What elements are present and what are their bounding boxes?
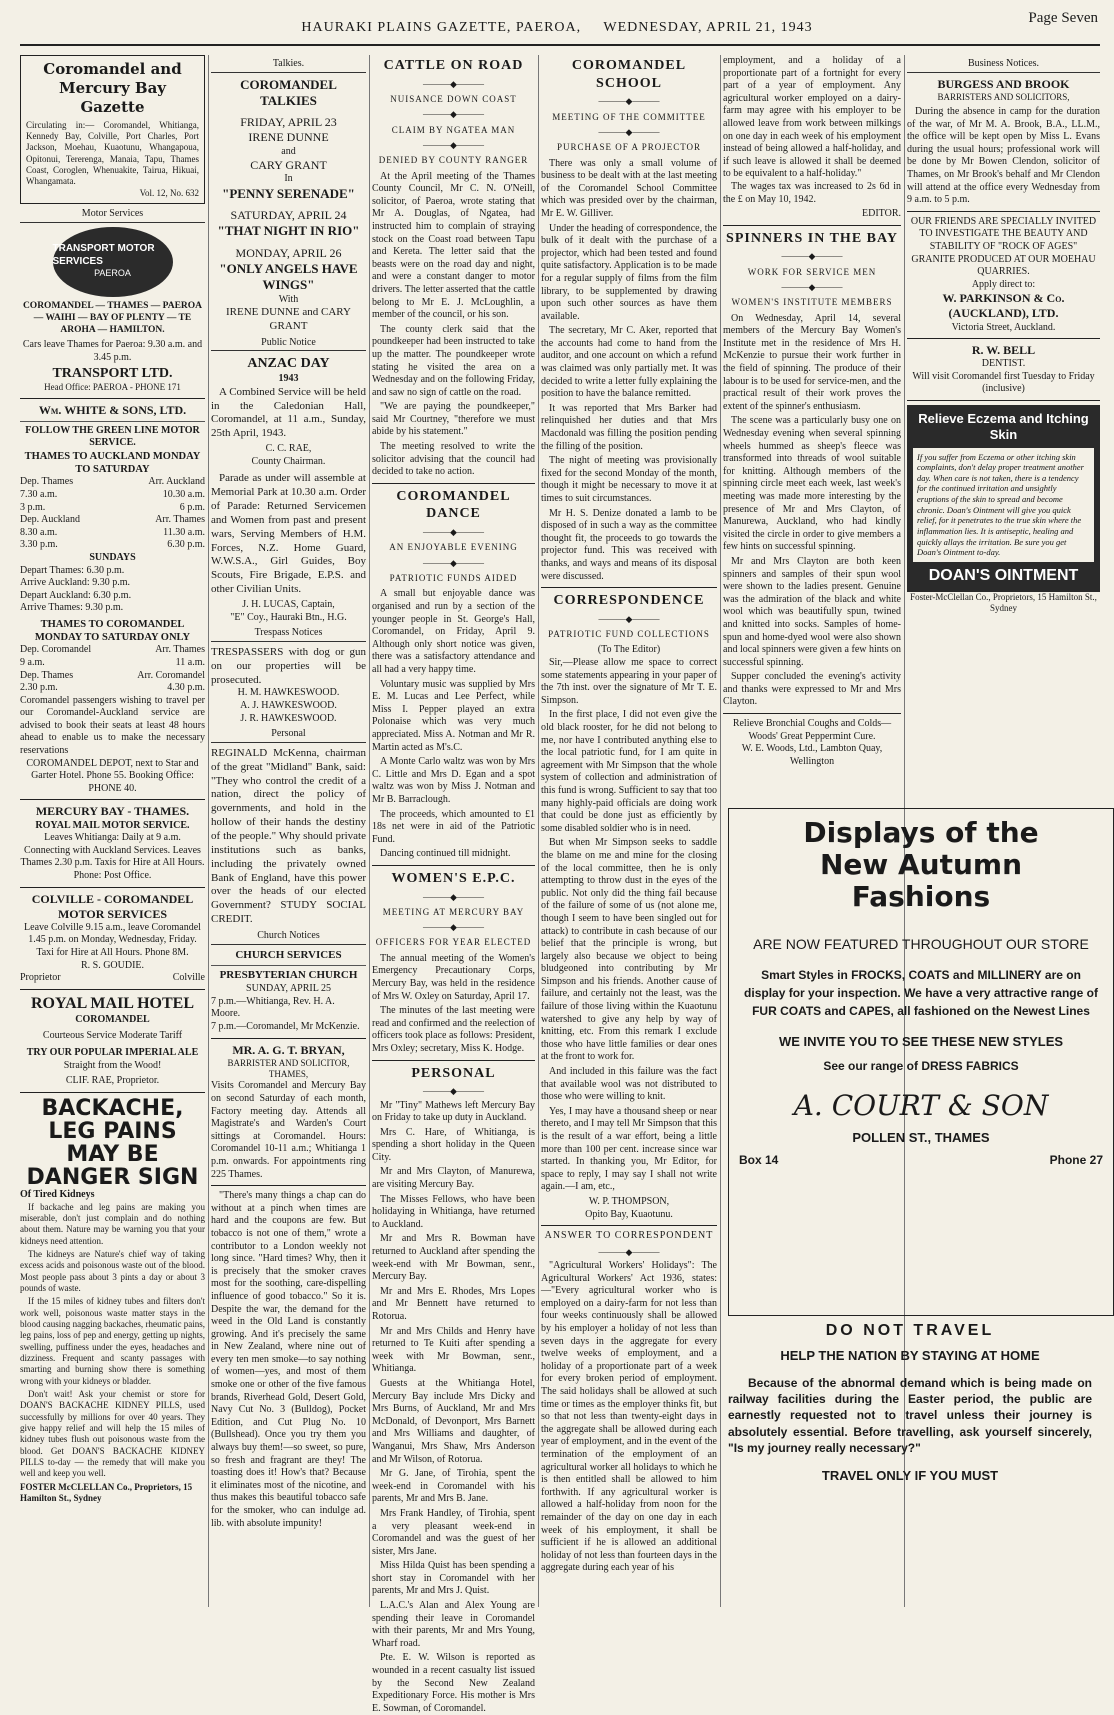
ornament: ———◆———	[781, 282, 843, 292]
eczema-ad	[907, 405, 1100, 592]
anzac-sig: County Chairman.	[251, 455, 326, 467]
timetable-header	[20, 670, 205, 683]
headline-school: COROMANDEL SCHOOL	[571, 58, 687, 91]
transport-office: Head Office: PAEROA - PHONE 171	[44, 382, 181, 393]
transport-logo	[53, 227, 173, 297]
time: 10.30 a.m.	[162, 488, 205, 500]
label: Arr. Thames	[155, 514, 205, 526]
spin-para: The scene was a particularly busy one on Wednesday evening when several spinning wheels hummed as sheep's fleece was transformed into threads of wool suitable for knitting. Although members of the spinning circle meet each week, last week's meeting was made more interesting by the presence of Mr and Mrs Clayton, of Manurewa, Auckland, who had kindly visited the circle in order to give members a few hints on successful spinning.	[723, 415, 901, 553]
court-invite: WE INVITE YOU TO SEE THESE NEW STYLES	[778, 1033, 1064, 1049]
mb-title: MERCURY BAY - THAMES.	[35, 804, 190, 819]
subhead: PATRIOTIC FUNDS AIDED	[389, 573, 518, 584]
talkies-stars: IRENE DUNNE and CARY GRANT	[226, 306, 351, 333]
ornament: ———◆———	[598, 613, 660, 624]
gazette-circulation: Circulating in:— Coromandel, Whitianga, Kennedy Bay, Colville, Port Charles, Port Jackson, Moehau, Kuaotunu, Whangapoua, Opitonui, Tererenga, Manaia, Tapu, Thames Coast, Coroglen, Whenuakite, Tairua, Hikuai, Whangamata.	[26, 119, 199, 187]
court-line2: New Autumn	[819, 848, 1023, 882]
white-route: THAMES TO AUCKLAND MONDAY TO SATURDAY	[24, 450, 201, 476]
eczema-title: Relieve Eczema and Itching Skin	[918, 411, 1089, 443]
headline-correspondence: CORRESPONDENCE	[553, 593, 705, 609]
colville-name: R. S. GOUDIE.	[80, 959, 145, 971]
subhead: MEETING OF THE COMMITTEE	[552, 111, 706, 122]
ornament: ———◆———	[598, 1246, 660, 1257]
timetable-header	[20, 644, 205, 657]
dance-para: Dancing continued till midnight.	[380, 848, 511, 860]
eczema-body: If you suffer from Eczema or other itching skin complaints, don't delay proper treatment another day. When care is not taken, there is a tendency for the continued irritation and unsightly eruptions of the skin to spread and become chronic. Doan's Ointment will give you quick relief, for it penetrates to the true skin where the inflammation lies. It is antiseptic, healing and quickly allays the irritation. Be sure you get Doan's Ointment to-day.	[913, 448, 1094, 562]
backache-title: BACKACHE, LEG PAINS MAY BE DANGER SIGN	[26, 1095, 199, 1191]
category-public-notice: Public Notice	[211, 337, 366, 352]
personal-para: Mrs Frank Handley, of Tirohia, spent a very pleasant week-end in Coromandel and was the guest of her sister, Mrs Jane.	[372, 1507, 535, 1557]
travel-sub: HELP THE NATION BY STAYING AT HOME	[780, 1348, 1040, 1363]
column-3	[372, 55, 535, 1714]
spin-para: Supper concluded the evening's activity and thanks were expressed to Mr and Mrs Clayton.	[723, 671, 901, 708]
court-featured: ARE NOW FEATURED THROUGHOUT OUR STORE	[753, 935, 1089, 952]
label: Dep. Auckland	[20, 514, 80, 526]
anzac-para: A Combined Service will be held in the Caledonian Hall, Coromandel, at 11 a.m., Sunday, 25th April, 1943.	[211, 385, 366, 440]
court-box: Box 14	[739, 1152, 779, 1167]
divider	[20, 799, 205, 800]
column-rule	[720, 55, 721, 1607]
talkies-film: "ONLY ANGELS HAVE WINGS"	[219, 260, 358, 293]
court-smart: Smart Styles in FROCKS, COATS and MILLINERY are on display for your inspection. We have a very attractive range of FUR COATS and CAPES, all fashioned on the Newest Lines	[744, 967, 1098, 1018]
timetable-header	[20, 514, 205, 527]
ornament: ———◆———	[598, 126, 660, 137]
anzac-sig: J. H. LUCAS, Captain,	[242, 599, 335, 611]
cattle-para: The meeting resolved to write the solicitor advising that the council had decided to take no action.	[372, 441, 535, 478]
page-number: Page Seven	[1028, 10, 1098, 26]
corr-para: Yes, I may have a thousand sheep or near thereto, and I may tell Mr Simpson that this is the result of a war effort, being a little more than 100 per cent. increase since war started. In thanking you, Mr Editor, for space to reply, I may say I shall not write again.—I am, etc.,	[541, 1105, 717, 1193]
category-talkies: Talkies.	[211, 58, 366, 73]
white-follow: FOLLOW THE GREEN LINE MOTOR SERVICE.	[25, 424, 200, 449]
category-business: Business Notices.	[907, 58, 1100, 73]
colville-text: Leave Colville 9.15 a.m., leave Coromandel 1.45 p.m. on Monday, Wednesday, Friday. Taxi for Hire at All Hours. Phone 8M.	[24, 921, 201, 958]
subhead: MEETING AT MERCURY BAY	[382, 906, 525, 917]
woods-addr: W. E. Woods, Ltd., Lambton Quay, Wellington	[741, 743, 883, 767]
divider	[20, 989, 205, 990]
anzac-year: 1943	[278, 373, 299, 385]
travel-ad	[728, 1312, 1092, 1592]
colville-place: Colville	[172, 972, 205, 984]
column-rule	[208, 55, 209, 1607]
corr-para: But when Mr Simpson seeks to saddle the blame on me and mine for the closing of the local committee, then he is only attempting to throw dust in the eyes of the public. Not only did the thing fail because of the failure of some of us (not alone me, though I seem to have been singled out for attack) to contribute in cash because of our belief that the principle is wrong, but largely also because we object to being bludgeoned into contributing by Mr Simpson and his friends. Another cause of failure, and certainly not the least, was the failure of those living within the Kuaotunu watershed to give any help by way of knitting, etc. From this remark I exclude those who have little families or dear ones at the front to work for.	[541, 837, 717, 1063]
talkies-film: "PENNY SERENADE"	[222, 185, 355, 201]
personal-para: L.A.C.'s Alan and Alex Young are spending their leave in Coromandel with their parents, Mr and Mrs Young, Wharf road.	[372, 1600, 535, 1649]
sunday-line: Arrive Thames: 9.30 p.m.	[20, 602, 124, 614]
cattle-para: The county clerk said that the poundkeeper had been instructed to take up the matter. The poundkeeper wrote stating he visited the area on a Wednesday and on the following Friday, and saw no sign of cattle on the road.	[372, 323, 535, 398]
ornament: ———◆———	[423, 527, 484, 538]
headline-spinners: SPINNERS IN THE BAY	[726, 230, 898, 246]
talkies-film: "THAT NIGHT IN RIO"	[217, 223, 360, 239]
colville-prop: Proprietor	[20, 972, 61, 984]
subhead: PATRIOTIC FUND COLLECTIONS	[548, 629, 710, 640]
dance-para: A small but enjoyable dance was organised and run by a section of the younger people in St. George's Hall, Coromandel, on Friday, April 9. Although only short notice was given, there was a satisfactory attendance and all had a very happy time.	[372, 588, 535, 675]
talkies-fri: FRIDAY, APRIL 23	[240, 115, 337, 130]
headline-epc: WOMEN'S E.P.C.	[391, 870, 516, 886]
column-4	[541, 55, 717, 1607]
talkies-with: With	[278, 293, 299, 305]
trespass-name: J. R. HAWKESWOOD.	[240, 712, 337, 724]
hotel-try: TRY OUR POPULAR IMPERIAL ALE	[26, 1047, 199, 1059]
tc-route: THAMES TO COROMANDEL MONDAY TO SATURDAY ONLY	[34, 618, 191, 644]
anzac-sig: C. C. RAE,	[265, 443, 312, 455]
transport-name: TRANSPORT LTD.	[52, 365, 173, 381]
column-rule	[538, 55, 539, 1607]
backache-para: Don't wait! Ask your chemist or store for DOAN'S BACKACHE KIDNEY PILLS, used successfully by millions for over 40 years. They give happy relief and will help the 15 miles of kidney tubes flush out poisonous waste from the blood. Get DOAN'S BACKACHE KIDNEY PILLS to-day — the remedy that will make you well and keep you well.	[20, 1389, 205, 1479]
answer-sig: EDITOR.	[862, 208, 901, 220]
timetable-row	[20, 539, 205, 552]
corr-sig: W. P. THOMPSON,	[588, 1195, 670, 1207]
backache-para: The kidneys are Nature's chief way of taking excess acids and poisonous waste out of the blood. Most people pass about 3 pints a day or about 3 pounds of waste.	[20, 1249, 205, 1294]
trespass-text: TRESPASSERS with dog or gun on our properties will be prosecuted.	[211, 645, 366, 686]
personal-para: Mr and Mrs R. Bowman have returned to Auckland after spending the week-end with Mr Bowman, senr., Mercury Bay.	[372, 1233, 535, 1283]
talkies-sat: SATURDAY, APRIL 24	[230, 208, 347, 223]
bryan-title: MR. A. G. T. BRYAN,	[232, 1042, 345, 1057]
headline-cattle: CATTLE ON ROAD	[383, 58, 524, 73]
mb-sub: ROYAL MAIL MOTOR SERVICE.	[35, 819, 190, 831]
label: Arr. Auckland	[148, 476, 205, 488]
talkies-star: IRENE DUNNE	[248, 130, 329, 145]
white-title: Wm. WHITE & SONS, LTD.	[38, 402, 187, 417]
time: 11 a.m.	[175, 656, 205, 668]
divider	[20, 1092, 205, 1093]
divider	[211, 1185, 366, 1186]
timetable-header	[20, 476, 205, 489]
tobacco-text: "There's many things a chap can do without at a pinch when times are hard and the coupons are few. But tobacco is not one of them," wrote a contributor to a London weekly not long since. "Hard times? Why, then it is precisely that the smoker craves most for the soothing, care-dispelling influence of good tobacco." So it is. Despite the war, the demand for the weed in the Old Land is constantly growing. And it's precisely the same in New Zealand, where nine out of every ten men smoke—to say nothing of women—yes, and most of them smoke one or other of the five famous brands, Riverhead Gold, Desert Gold, Navy Cut No. 3 (Bulldog), Pocket Edition, and Cut Plug No. 10 (Bullshead). Once you try them you always buy them!—so sweet, so pure, so fresh and fragrant are they! The toasting does it! How's that? Because it eliminates most of the nicotine, and thus makes this beautiful tobacco safe for the smoker, who can indulge ad. lib. with absolute impunity!	[211, 1190, 366, 1529]
divider	[211, 965, 366, 966]
church-title: CHURCH SERVICES	[235, 948, 342, 961]
presby-date: SUNDAY, APRIL 25	[246, 983, 331, 995]
school-para: The night of meeting was provisionally fixed for the second Monday of the month, though it might be necessary to move it at times to suit circumstances.	[541, 455, 717, 504]
friends-apply: Apply direct to:	[971, 278, 1036, 290]
court-phone: Phone 27	[1049, 1152, 1103, 1167]
divider	[372, 1060, 535, 1061]
backache-sub: Of Tired Kidneys	[20, 1189, 95, 1201]
talkies-mon: MONDAY, APRIL 26	[235, 245, 342, 260]
school-para: The secretary, Mr C. Aker, reported that the accounts had come to hand from the auditor, and one account on which a refund was claimed was only partially met. It was decided to write a letter fully explaining the position to have the balance remitted.	[541, 325, 717, 400]
ornament: ———◆———	[423, 922, 484, 933]
gazette-volume: Vol. 12, No. 632	[139, 187, 199, 198]
epc-para: The annual meeting of the Women's Emergency Precautionary Corps, Mercury Bay, was held in the residence of Mrs W. Oxley on Saturday, April 17.	[372, 952, 535, 1002]
timetable-row	[20, 502, 205, 515]
timetable-row	[20, 527, 205, 540]
category-motor-services: Motor Services	[20, 208, 205, 223]
personal-para: Guests at the Whitianga Hotel, Mercury Bay include Mrs Dicky and Mrs Burns, of Auckland, Mr and Mrs McDonald, of Devonport, Mrs Barnett and Mrs Williams and daughter, of Wanganui, Mrs Shaw, Mrs Anderson and Mr Wilson, of Rotorua.	[372, 1377, 535, 1465]
school-para: Under the heading of correspondence, the bulk of it dealt with the purchase of a projector, which had been tested and found quite satisfactory. Application is to be made for a regular supply of films from the film library, to be supplemented by drawing upon such other sources as have them available.	[541, 222, 717, 322]
parkinson-name: W. PARKINSON & Co. (AUCKLAND), LTD.	[942, 291, 1065, 321]
divider	[20, 398, 205, 399]
subhead: CLAIM BY NGATEA MAN	[391, 124, 516, 135]
timetable-row	[20, 682, 205, 695]
gazette-box	[20, 55, 205, 204]
dance-para: Voluntary music was supplied by Mrs E. M. Lucas and Lee Perfect, while Miss I. Pepper played an extra Polonaise which was very much appreciated. Miss A. Notman and Mr R. Martin acted as M's.C.	[372, 678, 535, 753]
hotel-title: ROYAL MAIL HOTEL	[30, 994, 194, 1012]
anzac-para: Parade as under will assemble at Memorial Park at 10.30 a.m. Order of Parade: Returned Servicemen and Women from past and present wars, Serving Members of H.M. Forces, N.Z. Home Guard, W.W.S.A., Girl Guides, Boy Scouts, Fire Brigade, E.P.S. and other Civilian Units.	[211, 472, 366, 596]
time: 3.30 p.m.	[20, 539, 58, 551]
corr-para: And included in this failure was the fact that available wool was not distributed to those who were willing to knit.	[541, 1066, 717, 1103]
headline-personal: PERSONAL	[411, 1065, 496, 1081]
column-rule	[369, 55, 370, 1607]
ornament: ———◆———	[423, 109, 484, 120]
foster-line: Foster-McClellan Co., Proprietors, 15 Hamilton St., Sydney	[910, 591, 1097, 614]
subhead: AN ENJOYABLE EVENING	[389, 542, 518, 553]
answer-cont: The wages tax was increased to 2s 6d in the £ on May 10, 1942.	[723, 180, 901, 205]
logo-text: TRANSPORT MOTOR SERVICES	[52, 243, 155, 267]
divider	[211, 1038, 366, 1039]
category-trespass: Trespass Notices	[211, 627, 366, 642]
dance-para: A Monte Carlo waltz was won by Mrs C. Little and Mrs D. Egan and a spot waltz was won by Miss J. Notman and Mr B. Barraclough.	[372, 756, 535, 805]
time: 7.30 a.m.	[20, 488, 58, 500]
divider	[907, 211, 1100, 212]
personal-para: Mr "Tiny" Mathews left Mercury Bay on Friday to take up duty in Auckland.	[372, 1099, 535, 1124]
hotel-text: Courteous Service Moderate Tariff	[42, 1030, 183, 1042]
bell-title: R. W. BELL	[971, 343, 1036, 358]
bell-text: Will visit Coromandel first Tuesday to Friday (inclusive)	[912, 370, 1095, 395]
travel-head: DO NOT TRAVEL	[825, 1322, 995, 1339]
transport-routes: COROMANDEL — THAMES — PAEROA — WAIHI — BAY OF PLENTY — TE AROHA — HAMILTON.	[22, 300, 203, 335]
ornament: ———◆———	[423, 891, 484, 902]
label: Arr. Coromandel	[137, 669, 205, 681]
time: 6 p.m.	[179, 501, 205, 513]
talkies-title: COROMANDEL TALKIES	[240, 76, 337, 108]
category-personal: Personal	[211, 728, 366, 743]
answer-cont: employment, and a holiday of a proportionate part of a fortnight for every part of a year of employment. Any agricultural worker employed on a dairy-farm may agree with his employer to be allowed leave from work between milkings on one day in each week of his employment instead of being allowed a half-holiday, and if such leave is allowed it shall be deemed to be equivalent to a half-holiday."	[723, 55, 901, 180]
woods-text: Relieve Bronchial Coughs and Colds—Woods' Great Peppermint Cure.	[732, 718, 892, 742]
personal-para: Pte. E. W. Wilson is reported as wounded in a recent casualty list issued by the Second New Zealand Expeditionary Force. His mother is Mrs E. Sowman, of Coromandel.	[372, 1652, 535, 1714]
backache-foot: FOSTER McCLELLAN Co., Proprietors, 15 Hamilton St., Sydney	[20, 1481, 193, 1503]
label: Arr. Thames	[155, 644, 205, 656]
answer-para: "Agricultural Workers' Holidays": The Agricultural Workers' Act 1936, states:—"Every agricultural worker who is employed on a dairy-farm for not less than four weeks continuously shall be allowed by his employer a holiday of not less than seven days in the aggregate for every twelve weeks of employment, and a holiday of a proportionate part of a week for every broken period of employment. The said holidays shall be allowed at such time or times as the employer thinks fit, but so that not less than twenty-eight days in the aggregate shall be allowed during each year of employment, and in the event of the termination of the employment of an agricultural worker all holidays to which he is then entitled shall be allowed to him forthwith. If any agricultural worker is allowed a half-holiday from noon for the remainder of the day on one day in each week of his employment, it shall be sufficient if he is allowed an additional holiday of not less than fourteen days in the aggregate during each year of his	[541, 1260, 717, 1574]
corr-para: Sir,—Please allow me space to correct some statements appearing in your paper of the 7th inst. over the signature of Mr T. E. Simpson.	[541, 657, 717, 706]
corr-to: (To The Editor)	[597, 644, 661, 656]
gazette-title: Coromandel and Mercury Bay Gazette	[43, 60, 182, 116]
dance-para: The proceeds, which amounted to £1 18s net were in aid of the Patriotic Fund.	[372, 808, 535, 845]
court-contacts	[739, 1153, 1103, 1167]
hotel-prop: CLIF. RAE, Proprietor.	[65, 1075, 160, 1087]
label: Dep. Thames	[20, 476, 74, 488]
timetable-row	[20, 657, 205, 670]
travel-body: Because of the abnormal demand which is being made on railway facilities during the Easter period, the public are earnestly requested not to travel unless their journey is absolutely essential. Before travelling, ask yourself sincerely, "Is my journey really necessary?"	[728, 1376, 1092, 1455]
presby-title: PRESBYTERIAN CHURCH	[219, 969, 358, 982]
time: 3 p.m.	[20, 501, 46, 513]
court-addr: POLLEN ST., THAMES	[852, 1129, 990, 1145]
travel-foot: TRAVEL ONLY IF YOU MUST	[821, 1467, 999, 1483]
corr-sig: Opito Bay, Kuaotunu.	[585, 1208, 673, 1220]
subhead: PURCHASE OF A PROJECTOR	[556, 142, 702, 153]
hotel-sub: COROMANDEL	[75, 1013, 150, 1025]
sunday-line: Depart Auckland: 6.30 p.m.	[20, 589, 132, 601]
category-church: Church Notices	[211, 930, 366, 945]
presby-line: 7 p.m.—Coromandel, Mr McKenzie.	[211, 1021, 360, 1033]
mb-text: Leaves Whitianga: Daily at 9 a.m. Connecting with Auckland Services. Leaves Thames 2.30 p.m. Taxis for Hire at All Hours. Phone: Post Office.	[20, 832, 205, 881]
divider	[541, 587, 717, 588]
ornament: ———◆———	[781, 251, 843, 262]
ornament: ———◆———	[423, 1086, 484, 1097]
divider	[372, 865, 535, 866]
cattle-para: At the April meeting of the Thames County Council, Mr C. N. O'Neill, solicitor, of Paeroa, wrote stating that Mr A. Douglas, of Ngatea, had instructed him to complain of straying stock on the Coast road between Tapu and Kereta. The letter said that the beasts were on the road day and night, and were a constant danger to motor drivers. The letter asserted that the cattle belong to Mr E. J. McLoughlin, a member of the council, or his son.	[372, 170, 535, 321]
epc-para: The minutes of the last meeting were read and confirmed and the reelection of officers took place as follows: President, Mrs Oxley; secretary, Miss K. Hodge.	[372, 1005, 535, 1054]
sunday-line: Depart Thames: 6.30 p.m.	[20, 564, 125, 576]
eczema-foot: DOAN'S OINTMENT	[928, 566, 1079, 584]
school-para: Mr H. S. Denize donated a lamb to be disposed of in such a way as the committee thought fit, the proceeds to go towards the projector fund. This was received with thanks, and ways and means of its disposal were discussed.	[541, 507, 717, 582]
colville-footer	[20, 972, 205, 985]
masthead-title: HAURAKI PLAINS GAZETTE, PAEROA, WEDNESDAY, APRIL 21, 1943	[301, 20, 813, 35]
tc-note: Coromandel passengers wishing to travel per our Coromandel-Auckland service are advised to book their seats at least 48 hours ahead to enable us to make the necessary reservations	[20, 694, 205, 757]
sundays-label: SUNDAYS	[89, 551, 136, 563]
divider	[541, 1225, 717, 1226]
sunday-line: Arrive Auckland: 9.30 p.m.	[20, 577, 130, 589]
bryan-text: Visits Coromandel and Mercury Bay on second Saturday of each month, Factory meeting day. Attends all Magistrate's and Warden's Court sittings at Coromandel. Hours: Coromandel 10-11 a.m.; Whitianga 1 p.m. onwards. For appointments ring 225 Thames.	[211, 1080, 366, 1180]
ornament: ———◆———	[423, 557, 484, 568]
label: Dep. Thames	[20, 669, 74, 681]
personal-para: Miss Hilda Quist has been spending a short stay in Coromandel with her parents, Mr and Mrs J. Quist.	[372, 1560, 535, 1597]
burgess-text: During the absence in camp for the duration of the war, of Mr M. A. Brook, B.A., LL.M., the office will be kept open by Miss L. Evans during the usual hours; professional work will be done by Mr Bowen Clendon, solicitor of Thames, on Mr Brook's behalf and Mr Clendon will attend at the office every Wednesday from 9 a.m. to 5 p.m.	[907, 106, 1100, 206]
divider	[907, 400, 1100, 401]
anzac-title: ANZAC DAY	[247, 356, 330, 372]
headline-dance: COROMANDEL DANCE	[396, 488, 511, 522]
anzac-sig: "E" Coy., Hauraki Btn., H.G.	[230, 611, 347, 623]
trespass-name: H. M. HAWKESWOOD.	[237, 687, 340, 699]
headline-answer: ANSWER TO CORRESPONDENT	[544, 1230, 714, 1242]
bryan-sub: BARRISTER AND SOLICITOR, THAMES,	[227, 1057, 350, 1080]
reginald-text: REGINALD McKenna, chairman of the great "Midland" Bank, said: "They who control the credit of a nation, direct the policy of governments, and hold in the hollow of their hands the destiny of the people." Why should private institutions such as banks, including the privately owned Bank of England, have this power over the heads of our elected Government? STUDY SOCIAL CREDIT.	[211, 746, 366, 926]
spin-para: Mr and Mrs Clayton are both keen spinners and samples of their spun wool were shown to the ladies present. Genuine was the admiration of the black and white wool which was beautifully spun, twined and knitted into socks. Samples of home-spun and home-dyed wool were also shown and local spinners were given a few hints on successful spinning.	[723, 555, 901, 668]
time: 8.30 a.m.	[20, 526, 58, 538]
talkies-in: In	[284, 173, 293, 185]
personal-para: Mr and Mrs E. Rhodes, Mrs Lopes and Mr Bennett have returned to Rotorua.	[372, 1285, 535, 1323]
talkies-star: CARY GRANT	[250, 158, 327, 173]
personal-para: The Misses Fellows, who have been holidaying in Whitianga, have returned to Auckland.	[372, 1193, 535, 1230]
ornament: ———◆———	[423, 78, 484, 89]
personal-para: Mr G. Jane, of Tirohia, spent the week-end in Coromandel with his parents, Mr and Mrs B. Jane.	[372, 1468, 535, 1505]
ornament: ———◆———	[598, 96, 660, 107]
friends-text: OUR FRIENDS ARE SPECIALLY INVITED TO INVESTIGATE THE BEAUTY AND STABILITY OF "ROCK OF AGES" GRANITE PRODUCED AT OUR MOEHAU QUARRIES.	[910, 215, 1097, 278]
time: 6.30 p.m.	[167, 539, 205, 551]
presby-line: 7 p.m.—Whitianga, Rev. H. A. Moore.	[211, 995, 335, 1020]
subhead: WORK FOR SERVICE MEN	[747, 266, 877, 277]
tc-depot: COROMANDEL DEPOT, next to Star and Garter Hotel. Phone 55. Booking Office: PHONE 40.	[26, 757, 199, 794]
column-6	[907, 55, 1100, 793]
talkies-and: and	[281, 145, 296, 157]
corr-para: In the first place, I did not even give the old black rooster, for he did not belong to me, nor have I contributed anything else to the local patriotic fund, for I am quite in agreement with Mr Simpson that the whole system of collection and administration of this fund is wrong. Sufficient to say that too many highly-paid officials are doing work that could be done just as efficiently by some disabled soldier who is in need.	[541, 709, 717, 834]
personal-para: Mrs C. Hare, of Whitianga, is spending a short holiday in the Queen City.	[372, 1126, 535, 1163]
cattle-para: "We are paying the poundkeeper," said Mr Courtney, "therefore we must abide by his statement."	[372, 401, 535, 438]
logo-sub: PAEROA	[94, 268, 131, 279]
backache-para: If the 15 miles of kidney tubes and filters don't work well, poisonous waste matter stays in the blood causing nagging backaches, rheumatic pains, leg pains, loss of pep and energy, getting up nights, swelling, puffiness under the eyes, headaches and dizziness. Frequent and scanty passages with smarting and burning show there is something wrong with your kidneys or bladder.	[20, 1296, 205, 1386]
parkinson-addr: Victoria Street, Auckland.	[951, 321, 1056, 333]
column-2	[211, 55, 366, 1607]
subhead: WOMEN'S INSTITUTE MEMBERS	[731, 297, 893, 308]
divider	[907, 338, 1100, 339]
masthead-rule	[20, 44, 1100, 46]
divider	[372, 483, 535, 484]
time: 4.30 p.m.	[167, 682, 205, 694]
divider	[20, 887, 205, 888]
column-1	[20, 55, 205, 1607]
court-line1: Displays of the	[803, 816, 1039, 849]
divider	[723, 713, 901, 714]
transport-cars: Cars leave Thames for Paeroa: 9.30 a.m. and 3.45 p.m.	[22, 339, 203, 364]
subhead: DENIED BY COUNTY RANGER	[378, 155, 529, 166]
burgess-title: BURGESS AND BROOK	[937, 76, 1070, 91]
column-5	[723, 55, 901, 793]
time: 9 a.m.	[20, 656, 45, 668]
divider	[20, 421, 205, 422]
school-para: There was only a small volume of business to be dealt with at the last meeting of the Coromandel School Committee which was presided over by the chairman, Mr E. W. Gilliver.	[541, 157, 717, 219]
masthead	[0, 0, 1114, 52]
personal-para: Mr and Mrs Childs and Henry have returned to Te Kuiti after spending a week with Mr Bowman, senr., Whitianga.	[372, 1325, 535, 1375]
court-fabrics: See our range of DRESS FABRICS	[823, 1058, 1019, 1073]
trespass-name: A. J. HAWKESWOOD.	[240, 700, 337, 712]
backache-para: If backache and leg pains are making you miserable, don't just complain and do nothing about them. Nature may be warning you that your kidneys need attention.	[20, 1201, 205, 1246]
court-name: A. COURT & SON	[793, 1088, 1049, 1122]
divider	[723, 225, 901, 226]
school-para: It was reported that Mrs Barker had relinquished her duties and that Mrs Macdonald was filling the position pending the filling of the position.	[541, 402, 717, 452]
court-ad	[728, 808, 1114, 1316]
ornament: ———◆———	[423, 139, 484, 150]
label: Dep. Coromandel	[20, 644, 92, 656]
hotel-wood: Straight from the Wood!	[63, 1059, 162, 1071]
spin-para: On Wednesday, April 14, several members of the Mercury Bay Women's Institute met in the residence of Mrs H. McKenzie to pursue their work further in the field of spinning. The produce of their labour is to be used for service-men, and the practical result of their work proves the extent of the spinner's enthusiasm.	[723, 312, 901, 412]
personal-para: Mr and Mrs Clayton, of Manurewa, are visiting Mercury Bay.	[372, 1166, 535, 1191]
timetable-row	[20, 489, 205, 502]
subhead: OFFICERS FOR YEAR ELECTED	[375, 937, 532, 948]
time: 11.30 a.m.	[163, 526, 205, 538]
subhead: NUISANCE DOWN COAST	[390, 93, 517, 104]
colville-title: COLVILLE - COROMANDEL MOTOR SERVICES	[31, 891, 194, 921]
bell-sub: DENTIST.	[981, 358, 1026, 370]
burgess-sub: BARRISTERS AND SOLICITORS,	[937, 91, 1070, 102]
court-line3: Fashions	[851, 880, 991, 914]
time: 2.30 p.m.	[20, 682, 58, 694]
